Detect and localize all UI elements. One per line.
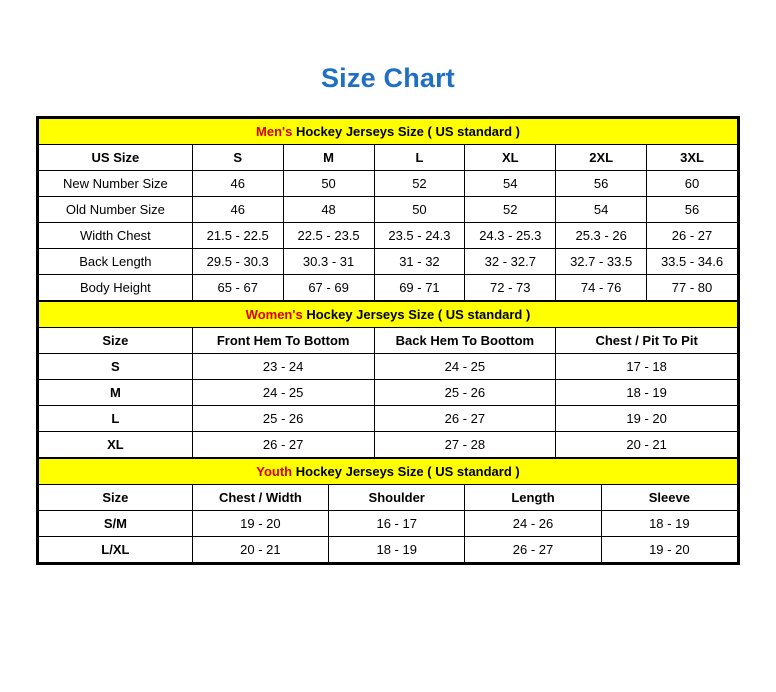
mens-row-4-cell-4: 72 - 73: [465, 275, 556, 301]
youth-band-cell: [39, 459, 738, 485]
mens-row-2-cell-5: 25.3 - 26: [556, 223, 647, 249]
mens-row-0-label: New Number Size: [39, 171, 193, 197]
mens-row-1-cell-2: 48: [283, 197, 374, 223]
mens-row-3-label: Back Length: [39, 249, 193, 275]
mens-row-2-cell-6: 26 - 27: [647, 223, 738, 249]
womens-header-cell-3: Chest / Pit To Pit: [556, 328, 738, 354]
size-chart-container: [36, 116, 740, 565]
womens-row-3-label: XL: [39, 432, 193, 458]
youth-row-0-cell-2: 16 - 17: [329, 511, 465, 537]
mens-header-row: [39, 145, 738, 171]
mens-row-2-cell-1: 21.5 - 22.5: [192, 223, 283, 249]
table-row: [39, 197, 738, 223]
table-row: [39, 171, 738, 197]
youth-row-1-label: L/XL: [39, 537, 193, 563]
mens-header-cell-1: S: [192, 145, 283, 171]
youth-row-1-cell-3: 26 - 27: [465, 537, 601, 563]
mens-row-2-cell-3: 23.5 - 24.3: [374, 223, 465, 249]
womens-row-0-cell-3: 17 - 18: [556, 354, 738, 380]
mens-row-4-cell-5: 74 - 76: [556, 275, 647, 301]
womens-row-2-cell-3: 19 - 20: [556, 406, 738, 432]
mens-band-cell: [39, 119, 738, 145]
youth-header-cell-3: Length: [465, 485, 601, 511]
mens-band-accent: Men's: [256, 124, 293, 139]
mens-row-1-cell-3: 50: [374, 197, 465, 223]
mens-header-cell-0: US Size: [39, 145, 193, 171]
table-row: [39, 354, 738, 380]
youth-row-1-cell-1: 20 - 21: [192, 537, 328, 563]
mens-row-2-cell-4: 24.3 - 25.3: [465, 223, 556, 249]
womens-section-band: [39, 302, 738, 328]
table-row: [39, 537, 738, 563]
womens-header-row: [39, 328, 738, 354]
mens-header-cell-6: 3XL: [647, 145, 738, 171]
womens-row-2-cell-2: 26 - 27: [374, 406, 556, 432]
mens-row-4-label: Body Height: [39, 275, 193, 301]
youth-row-1-cell-4: 19 - 20: [601, 537, 737, 563]
mens-section-band: [39, 119, 738, 145]
mens-row-0-cell-2: 50: [283, 171, 374, 197]
table-row: [39, 223, 738, 249]
womens-row-2-cell-1: 25 - 26: [192, 406, 374, 432]
youth-header-cell-1: Chest / Width: [192, 485, 328, 511]
womens-band-cell: [39, 302, 738, 328]
table-row: [39, 380, 738, 406]
womens-header-cell-0: Size: [39, 328, 193, 354]
youth-row-0-cell-3: 24 - 26: [465, 511, 601, 537]
mens-row-3-cell-4: 32 - 32.7: [465, 249, 556, 275]
mens-row-3-cell-1: 29.5 - 30.3: [192, 249, 283, 275]
mens-row-2-label: Width Chest: [39, 223, 193, 249]
womens-row-3-cell-1: 26 - 27: [192, 432, 374, 458]
mens-header-cell-3: L: [374, 145, 465, 171]
table-row: [39, 432, 738, 458]
page-title: Size Chart: [320, 63, 456, 93]
youth-row-1-cell-2: 18 - 19: [329, 537, 465, 563]
youth-header-row: [39, 485, 738, 511]
womens-row-1-cell-2: 25 - 26: [374, 380, 556, 406]
youth-section-band: [39, 459, 738, 485]
womens-row-3-cell-2: 27 - 28: [374, 432, 556, 458]
mens-row-1-cell-5: 54: [556, 197, 647, 223]
womens-row-0-cell-2: 24 - 25: [374, 354, 556, 380]
mens-row-0-cell-6: 60: [647, 171, 738, 197]
table-row: [39, 511, 738, 537]
youth-row-0-label: S/M: [39, 511, 193, 537]
womens-row-3-cell-3: 20 - 21: [556, 432, 738, 458]
mens-row-3-cell-2: 30.3 - 31: [283, 249, 374, 275]
mens-row-2-cell-2: 22.5 - 23.5: [283, 223, 374, 249]
youth-header-cell-4: Sleeve: [601, 485, 737, 511]
mens-row-1-label: Old Number Size: [39, 197, 193, 223]
mens-row-0-cell-4: 54: [465, 171, 556, 197]
youth-band-accent: Youth: [256, 464, 293, 479]
youth-row-0-cell-1: 19 - 20: [192, 511, 328, 537]
womens-row-0-cell-1: 23 - 24: [192, 354, 374, 380]
womens-size-table: [38, 301, 738, 458]
womens-row-1-cell-3: 18 - 19: [556, 380, 738, 406]
mens-header-cell-4: XL: [465, 145, 556, 171]
mens-row-3-cell-5: 32.7 - 33.5: [556, 249, 647, 275]
mens-size-table: [38, 118, 738, 301]
youth-band-rest: Hockey Jerseys Size ( US standard ): [292, 464, 520, 479]
mens-row-0-cell-3: 52: [374, 171, 465, 197]
youth-header-cell-0: Size: [39, 485, 193, 511]
mens-header-cell-2: M: [283, 145, 374, 171]
mens-row-0-cell-1: 46: [192, 171, 283, 197]
womens-row-1-cell-1: 24 - 25: [192, 380, 374, 406]
table-row: [39, 406, 738, 432]
mens-row-4-cell-6: 77 - 80: [647, 275, 738, 301]
table-row: [39, 249, 738, 275]
mens-row-3-cell-6: 33.5 - 34.6: [647, 249, 738, 275]
womens-row-0-label: S: [39, 354, 193, 380]
youth-size-table: [38, 458, 738, 563]
mens-row-1-cell-4: 52: [465, 197, 556, 223]
mens-row-4-cell-1: 65 - 67: [192, 275, 283, 301]
youth-row-0-cell-4: 18 - 19: [601, 511, 737, 537]
womens-header-cell-1: Front Hem To Bottom: [192, 328, 374, 354]
mens-header-cell-5: 2XL: [556, 145, 647, 171]
mens-row-1-cell-6: 56: [647, 197, 738, 223]
mens-row-4-cell-3: 69 - 71: [374, 275, 465, 301]
mens-row-0-cell-5: 56: [556, 171, 647, 197]
table-row: [39, 275, 738, 301]
womens-band-rest: Hockey Jerseys Size ( US standard ): [302, 307, 531, 322]
womens-header-cell-2: Back Hem To Boottom: [374, 328, 556, 354]
womens-row-2-label: L: [39, 406, 193, 432]
mens-band-rest: Hockey Jerseys Size ( US standard ): [292, 124, 520, 139]
womens-band-accent: Women's: [245, 307, 303, 322]
womens-row-1-label: M: [39, 380, 193, 406]
mens-row-1-cell-1: 46: [192, 197, 283, 223]
youth-header-cell-2: Shoulder: [329, 485, 465, 511]
mens-row-4-cell-2: 67 - 69: [283, 275, 374, 301]
mens-row-3-cell-3: 31 - 32: [374, 249, 465, 275]
